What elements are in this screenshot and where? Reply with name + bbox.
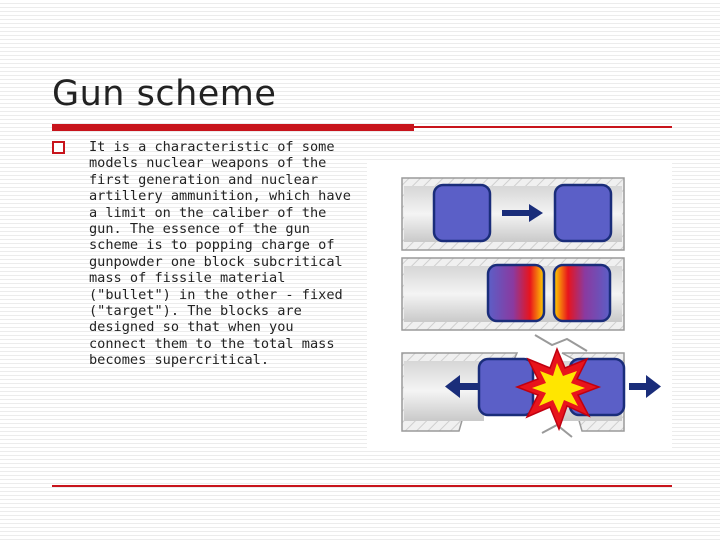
footer-rule [52,485,672,487]
gun-scheme-svg [367,163,672,451]
bullet-paragraph: It is a characteristic of some models nuclear weapons of the first generation and nuclear artillery ammunition, which have a limit on the caliber of the gun. The essence of the gun scheme is to popping charge of gunpowder one block subcritical mass of fissile material ("bullet") in the other - fixed ("target"). The blocks are designed so that when you connect them to the total mass becomes supercritical. [89,139,351,369]
arrow-right-outward-icon [629,375,661,398]
gun-scheme-diagram [367,163,672,451]
stage-approaching [402,258,624,330]
stage-detonation [402,335,661,437]
target-block [555,185,611,241]
slide-title: Gun scheme [52,74,277,114]
title-underline [52,124,414,131]
bullet-block [434,185,490,241]
bullet-block-hot [488,265,544,321]
bullet-square-icon [52,141,65,154]
title-underline-thin [414,126,672,128]
stage-separated [402,178,624,250]
target-block-hot [554,265,610,321]
